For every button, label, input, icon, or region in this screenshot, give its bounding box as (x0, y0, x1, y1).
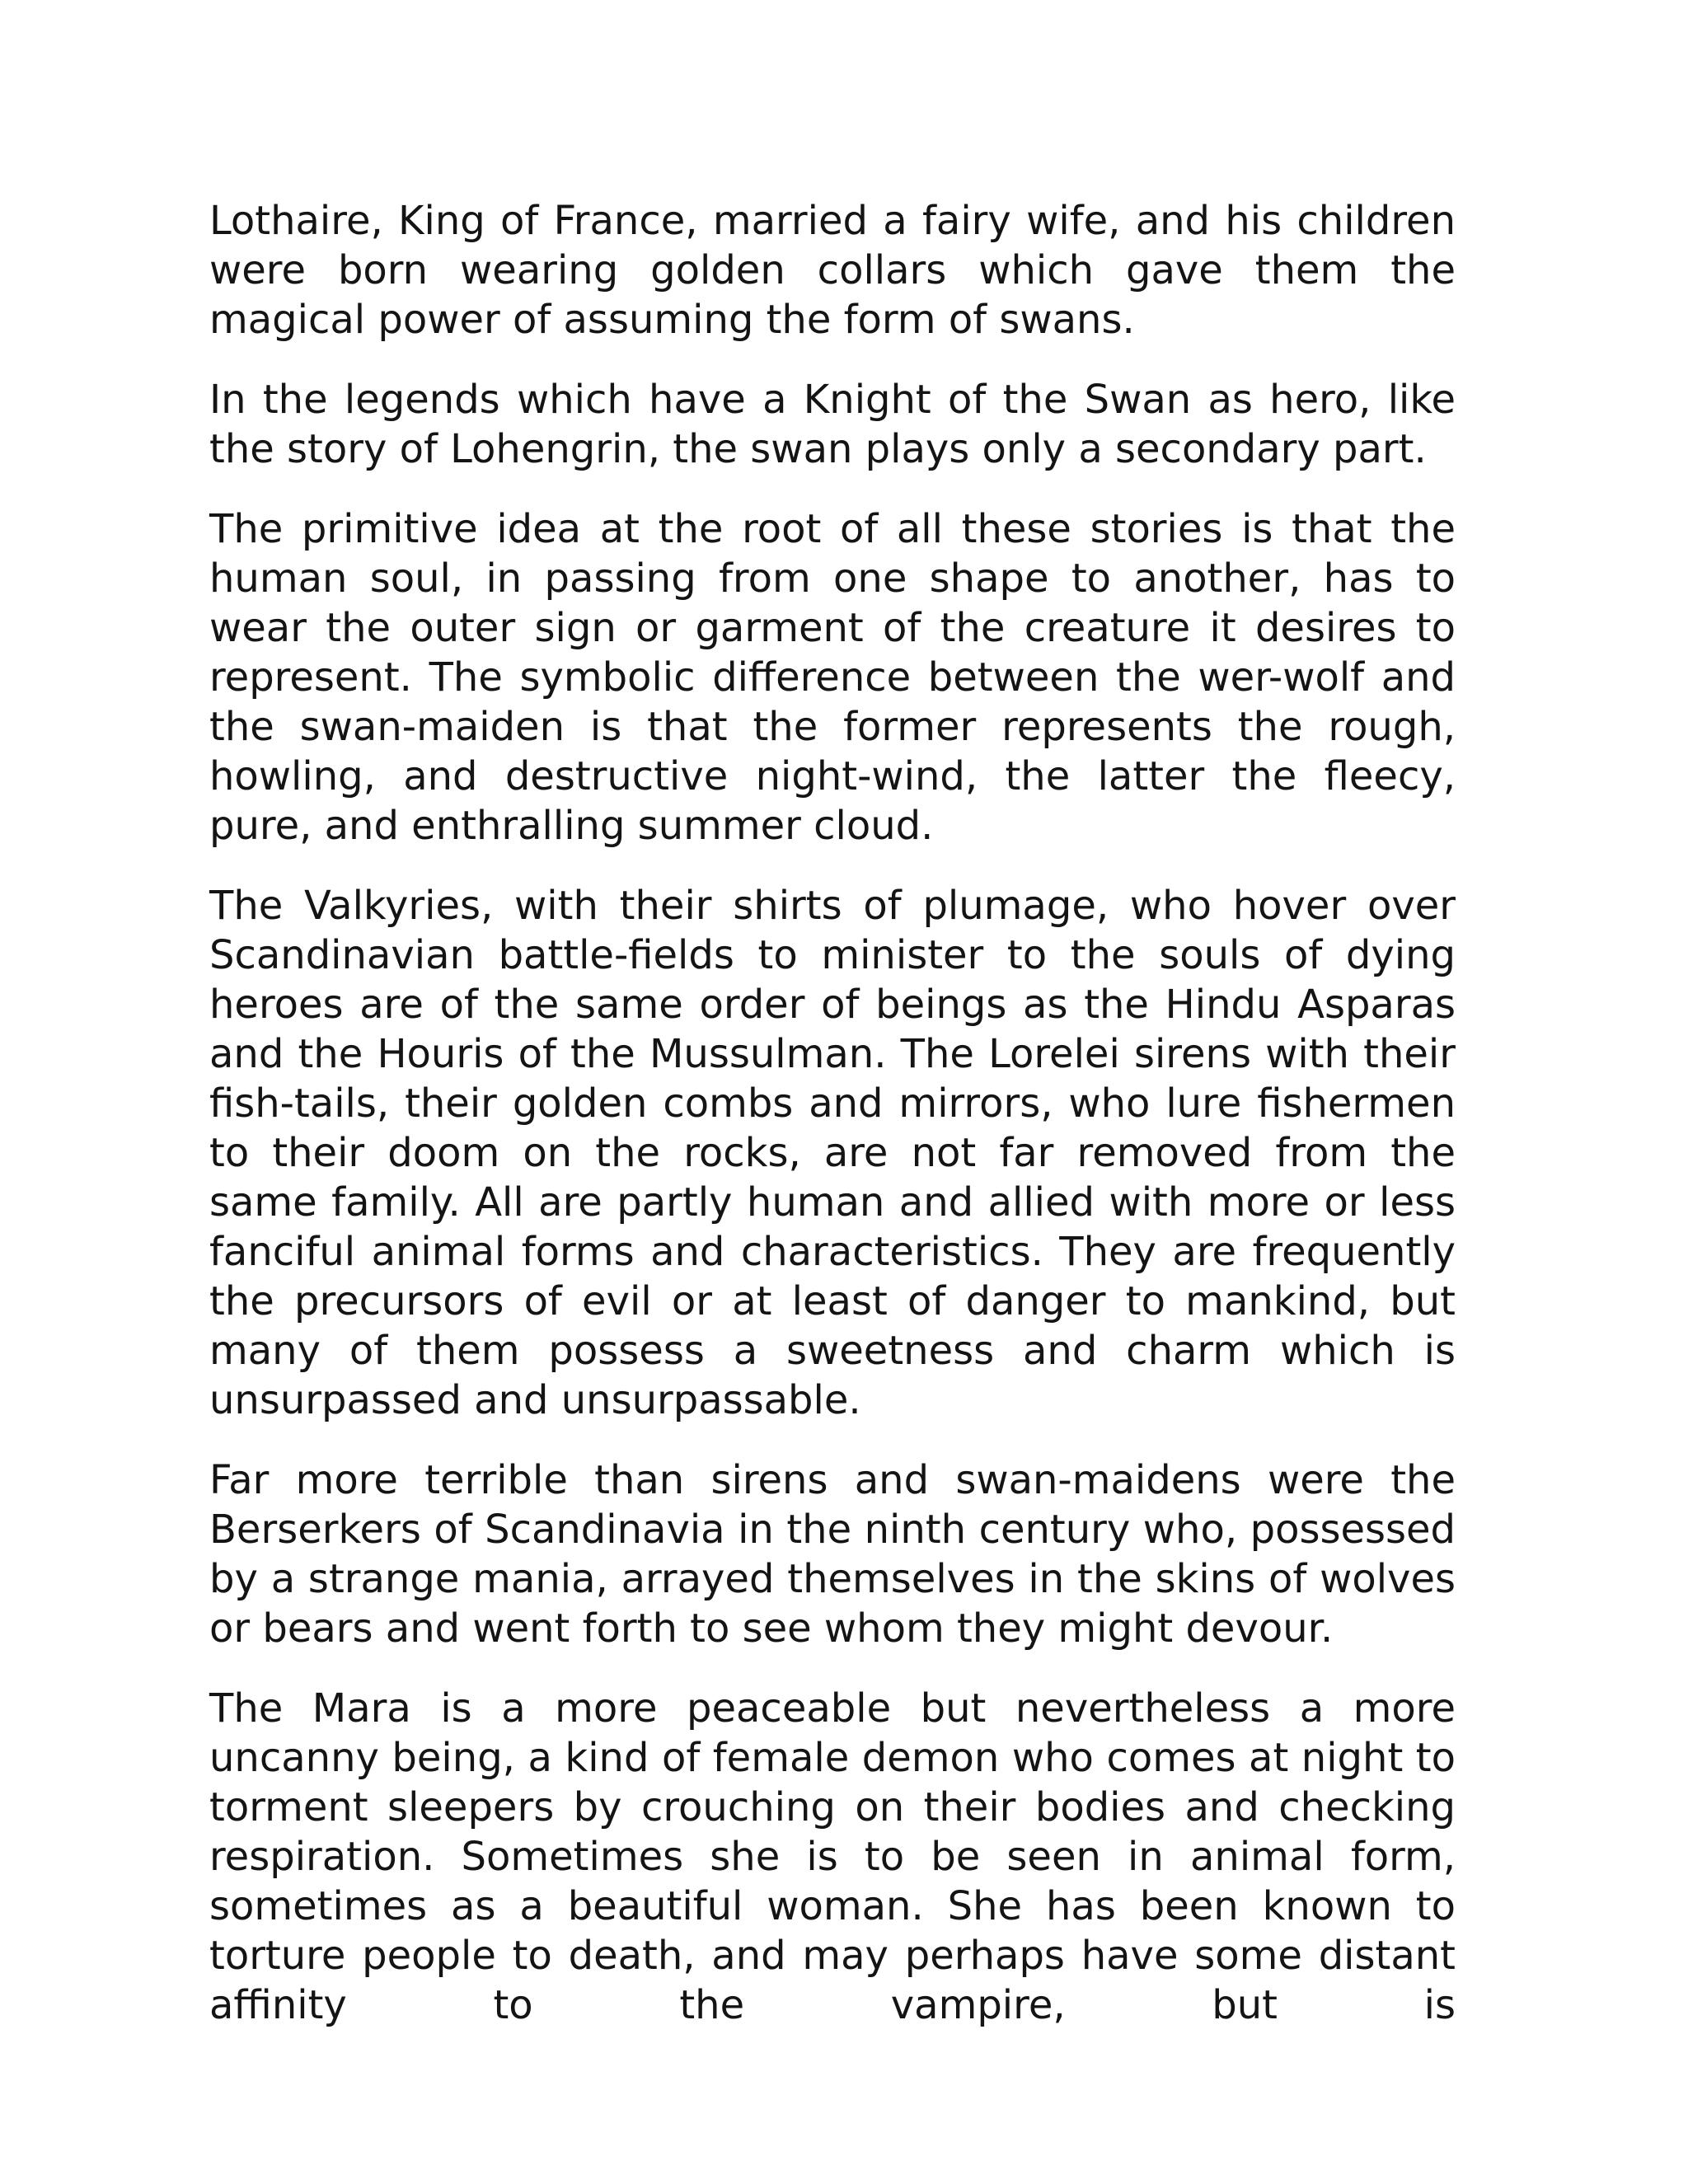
paragraph-knight-of-swan: In the legends which have a Knight of the Swan as hero, like the story of Lohengrin, the swan plays only a secondary part. (209, 377, 1456, 472)
paragraph-primitive-idea: The primitive idea at the root of all these stories is that the human soul, in passing from one shape to another, has to wear the outer sign or garment of the creature it desires to represent. The symbolic difference between the wer-wolf and the swan-maiden is that the former represents the rough, howling, and destructive night-wind, the latter the fleecy, pure, and enthralling summer cloud. (209, 506, 1456, 849)
paragraph-mara: The Mara is a more peaceable but nevertheless a more uncanny being, a kind of female demon who comes at night to torment sleepers by crouching on their bodies and checking respiration. Sometimes she is to be seen in animal form, sometimes as a beautiful woman. She has been known to torture people to death, and may perhaps have some distant affinity to the vampire, but is (209, 1685, 1456, 2028)
paragraph-lothaire: Lothaire, King of France, married a fairy wife, and his children were born wearing golden collars which gave them the magical power of assuming the form of swans. (209, 198, 1456, 343)
paragraph-valkyries: The Valkyries, with their shirts of plumage, who hover over Scandinavian battle-fields to minister to the souls of dying heroes are of the same order of beings as the Hindu Asparas and the Houris of the Mussulman. The Lorelei sirens with their fish-tails, their golden combs and mirrors, who lure fishermen to their doom on the rocks, are not far removed from the same family. All are partly human and allied with more or less fanciful animal forms and characteristics. They are frequently the precursors of evil or at least of danger to mankind, but many of them possess a sweetness and charm which is unsurpassed and unsurpassable. (209, 883, 1456, 1423)
page-text (209, 196, 1456, 2030)
paragraph-berserkers: Far more terrible than sirens and swan-maidens were the Berserkers of Scandinavia in the ninth century who, possessed by a strange mania, arrayed themselves in the skins of wolves or bears and went forth to see whom they might devour. (209, 1457, 1456, 1652)
